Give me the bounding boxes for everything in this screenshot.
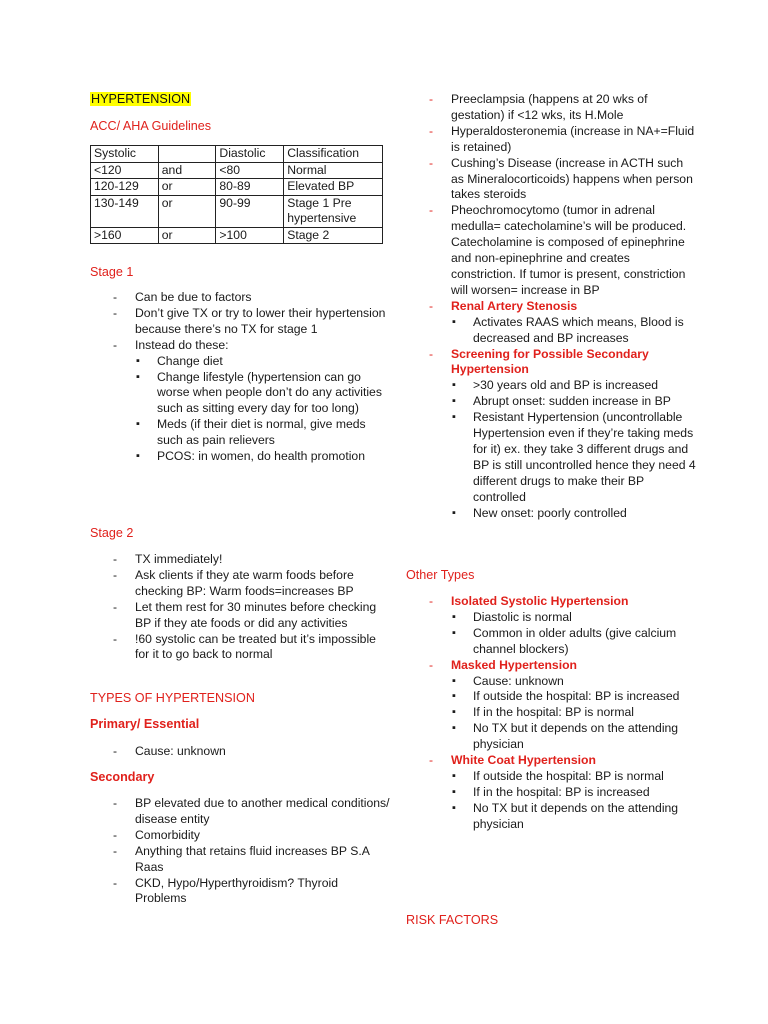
sub-item: ▪ Resistant Hypertension (uncontrollable Hypertension even if they’re taking meds for it) ex. they take 3 different drugs and BP is still uncontrolled hence they need 4 different drugs to make their BP controlled	[452, 410, 696, 505]
list-item: - Cushing’s Disease (increase in ACTH such as Mineralocorticoids) happens when person takes steroids	[406, 156, 696, 204]
table-cell: <80	[216, 162, 284, 179]
table-cell: Classification	[284, 146, 383, 163]
isolated-heading: Isolated Systolic Hypertension	[451, 594, 629, 608]
whitecoat-item	[406, 753, 696, 833]
list-item: - Anything that retains fluid increases BP S.A Raas	[90, 844, 390, 876]
table-row	[91, 162, 383, 179]
renal-sublist	[452, 315, 696, 347]
list-item: - Let them rest for 30 minutes before checking BP if they ate foods or did any activities	[90, 600, 390, 632]
stage1-heading: Stage 1	[90, 265, 134, 279]
table-cell: or	[158, 227, 216, 244]
table-cell: or	[158, 195, 216, 227]
list-item: - Pheochromocytomo (tumor in adrenal medulla= catecholamine’s will be produced. Catecholamine is composed of epinephrine and non-epinephrine and creates constriction. If tumor is present, constriction will worsen= increase in BP	[406, 203, 696, 298]
list-item: - Hyperaldosteronemia (increase in NA+=Fluid is retained)	[406, 124, 696, 156]
sub-item: ▪ Meds (if their diet is normal, give meds such as pain relievers	[136, 417, 390, 449]
sub-item: ▪ If outside the hospital: BP is increased	[452, 689, 696, 705]
stage2-heading: Stage 2	[90, 526, 134, 540]
table-cell: Diastolic	[216, 146, 284, 163]
masked-sublist	[452, 674, 696, 754]
sub-item: ▪ Change diet	[136, 354, 390, 370]
isolated-sublist	[452, 610, 696, 658]
table-cell: Normal	[284, 162, 383, 179]
table-cell: Elevated BP	[284, 179, 383, 196]
list-item: - Don’t give TX or try to lower their hypertension because there’s no TX for stage 1	[90, 306, 390, 338]
sub-item: ▪ New onset: poorly controlled	[452, 506, 696, 522]
sub-item: ▪ If in the hospital: BP is normal	[452, 705, 696, 721]
page-title	[90, 92, 191, 106]
secondary-list	[90, 796, 390, 907]
screening-sublist	[452, 378, 696, 521]
list-item: - Comorbidity	[90, 828, 390, 844]
list-item	[90, 338, 390, 465]
screening-item	[406, 347, 696, 522]
secondary-heading: Secondary	[90, 770, 155, 784]
list-item: - !60 systolic can be treated but it’s impossible for it to go back to normal	[90, 632, 390, 664]
table-row	[91, 195, 383, 227]
sub-item: ▪ If in the hospital: BP is increased	[452, 785, 696, 801]
renal-item	[406, 299, 696, 347]
table-cell	[158, 146, 216, 163]
list-item: - BP elevated due to another medical conditions/ disease entity	[90, 796, 390, 828]
screening-heading: Screening for Possible Secondary Hypertension	[451, 346, 649, 377]
masked-heading: Masked Hypertension	[451, 657, 577, 672]
table-cell: Stage 2	[284, 227, 383, 244]
table-cell: 120-129	[91, 179, 159, 196]
whitecoat-heading: White Coat Hypertension	[451, 753, 596, 768]
table-cell: Stage 1 Pre hypertensive	[284, 195, 383, 227]
right-list	[406, 92, 696, 521]
list-item: - Preeclampsia (happens at 20 wks of gestation) if <12 wks, its H.Mole	[406, 92, 696, 124]
other-types-heading: Other Types	[406, 568, 475, 582]
classification-table	[90, 145, 383, 244]
sub-item: ▪ >30 years old and BP is increased	[452, 378, 696, 394]
guidelines-label: ACC/ AHA Guidelines	[90, 119, 212, 133]
table-cell: or	[158, 179, 216, 196]
primary-list	[90, 744, 390, 760]
isolated-item	[406, 594, 696, 658]
stage1-list	[90, 290, 390, 465]
primary-heading: Primary/ Essential	[90, 717, 200, 731]
sub-item: ▪ PCOS: in women, do health promotion	[136, 449, 390, 465]
sub-item: ▪ Common in older adults (give calcium channel blockers)	[452, 626, 696, 658]
risk-factors-heading: RISK FACTORS	[406, 913, 499, 927]
sub-item: ▪ Activates RAAS which means, Blood is decreased and BP increases	[452, 315, 696, 347]
sub-item: ▪ Cause: unknown	[452, 674, 696, 690]
stage2-list	[90, 552, 390, 663]
list-item: - CKD, Hypo/Hyperthyroidism? Thyroid Problems	[90, 876, 390, 908]
sub-item: ▪ No TX but it depends on the attending physician	[452, 801, 696, 833]
table-cell: and	[158, 162, 216, 179]
table-cell: >160	[91, 227, 159, 244]
list-item: - Ask clients if they ate warm foods before checking BP: Warm foods=increases BP	[90, 568, 390, 600]
list-item-text: Instead do these:	[135, 337, 229, 352]
other-types-list	[406, 594, 696, 833]
whitecoat-sublist	[452, 769, 696, 833]
types-heading: TYPES OF HYPERTENSION	[90, 691, 255, 705]
list-item: - Can be due to factors	[90, 290, 390, 306]
list-item: - TX immediately!	[90, 552, 390, 568]
masked-item	[406, 658, 696, 753]
page-title-text: HYPERTENSION	[91, 92, 191, 106]
table-row	[91, 179, 383, 196]
table-row	[91, 227, 383, 244]
list-item: - Cause: unknown	[90, 744, 390, 760]
sub-item: ▪ If outside the hospital: BP is normal	[452, 769, 696, 785]
table-cell: >100	[216, 227, 284, 244]
table-header-row	[91, 146, 383, 163]
table-cell: Systolic	[91, 146, 159, 163]
renal-heading: Renal Artery Stenosis	[451, 298, 578, 313]
sub-item: ▪ Change lifestyle (hypertension can go worse when people don’t do any activities such as sitting every day for too long)	[136, 370, 390, 418]
sub-item: ▪ No TX but it depends on the attending physician	[452, 721, 696, 753]
classification-table-body	[91, 146, 383, 244]
table-cell: 80-89	[216, 179, 284, 196]
sub-item: ▪ Abrupt onset: sudden increase in BP	[452, 394, 696, 410]
stage1-sublist	[136, 354, 390, 465]
table-cell: <120	[91, 162, 159, 179]
sub-item: ▪ Diastolic is normal	[452, 610, 696, 626]
table-cell: 130-149	[91, 195, 159, 227]
table-cell: 90-99	[216, 195, 284, 227]
